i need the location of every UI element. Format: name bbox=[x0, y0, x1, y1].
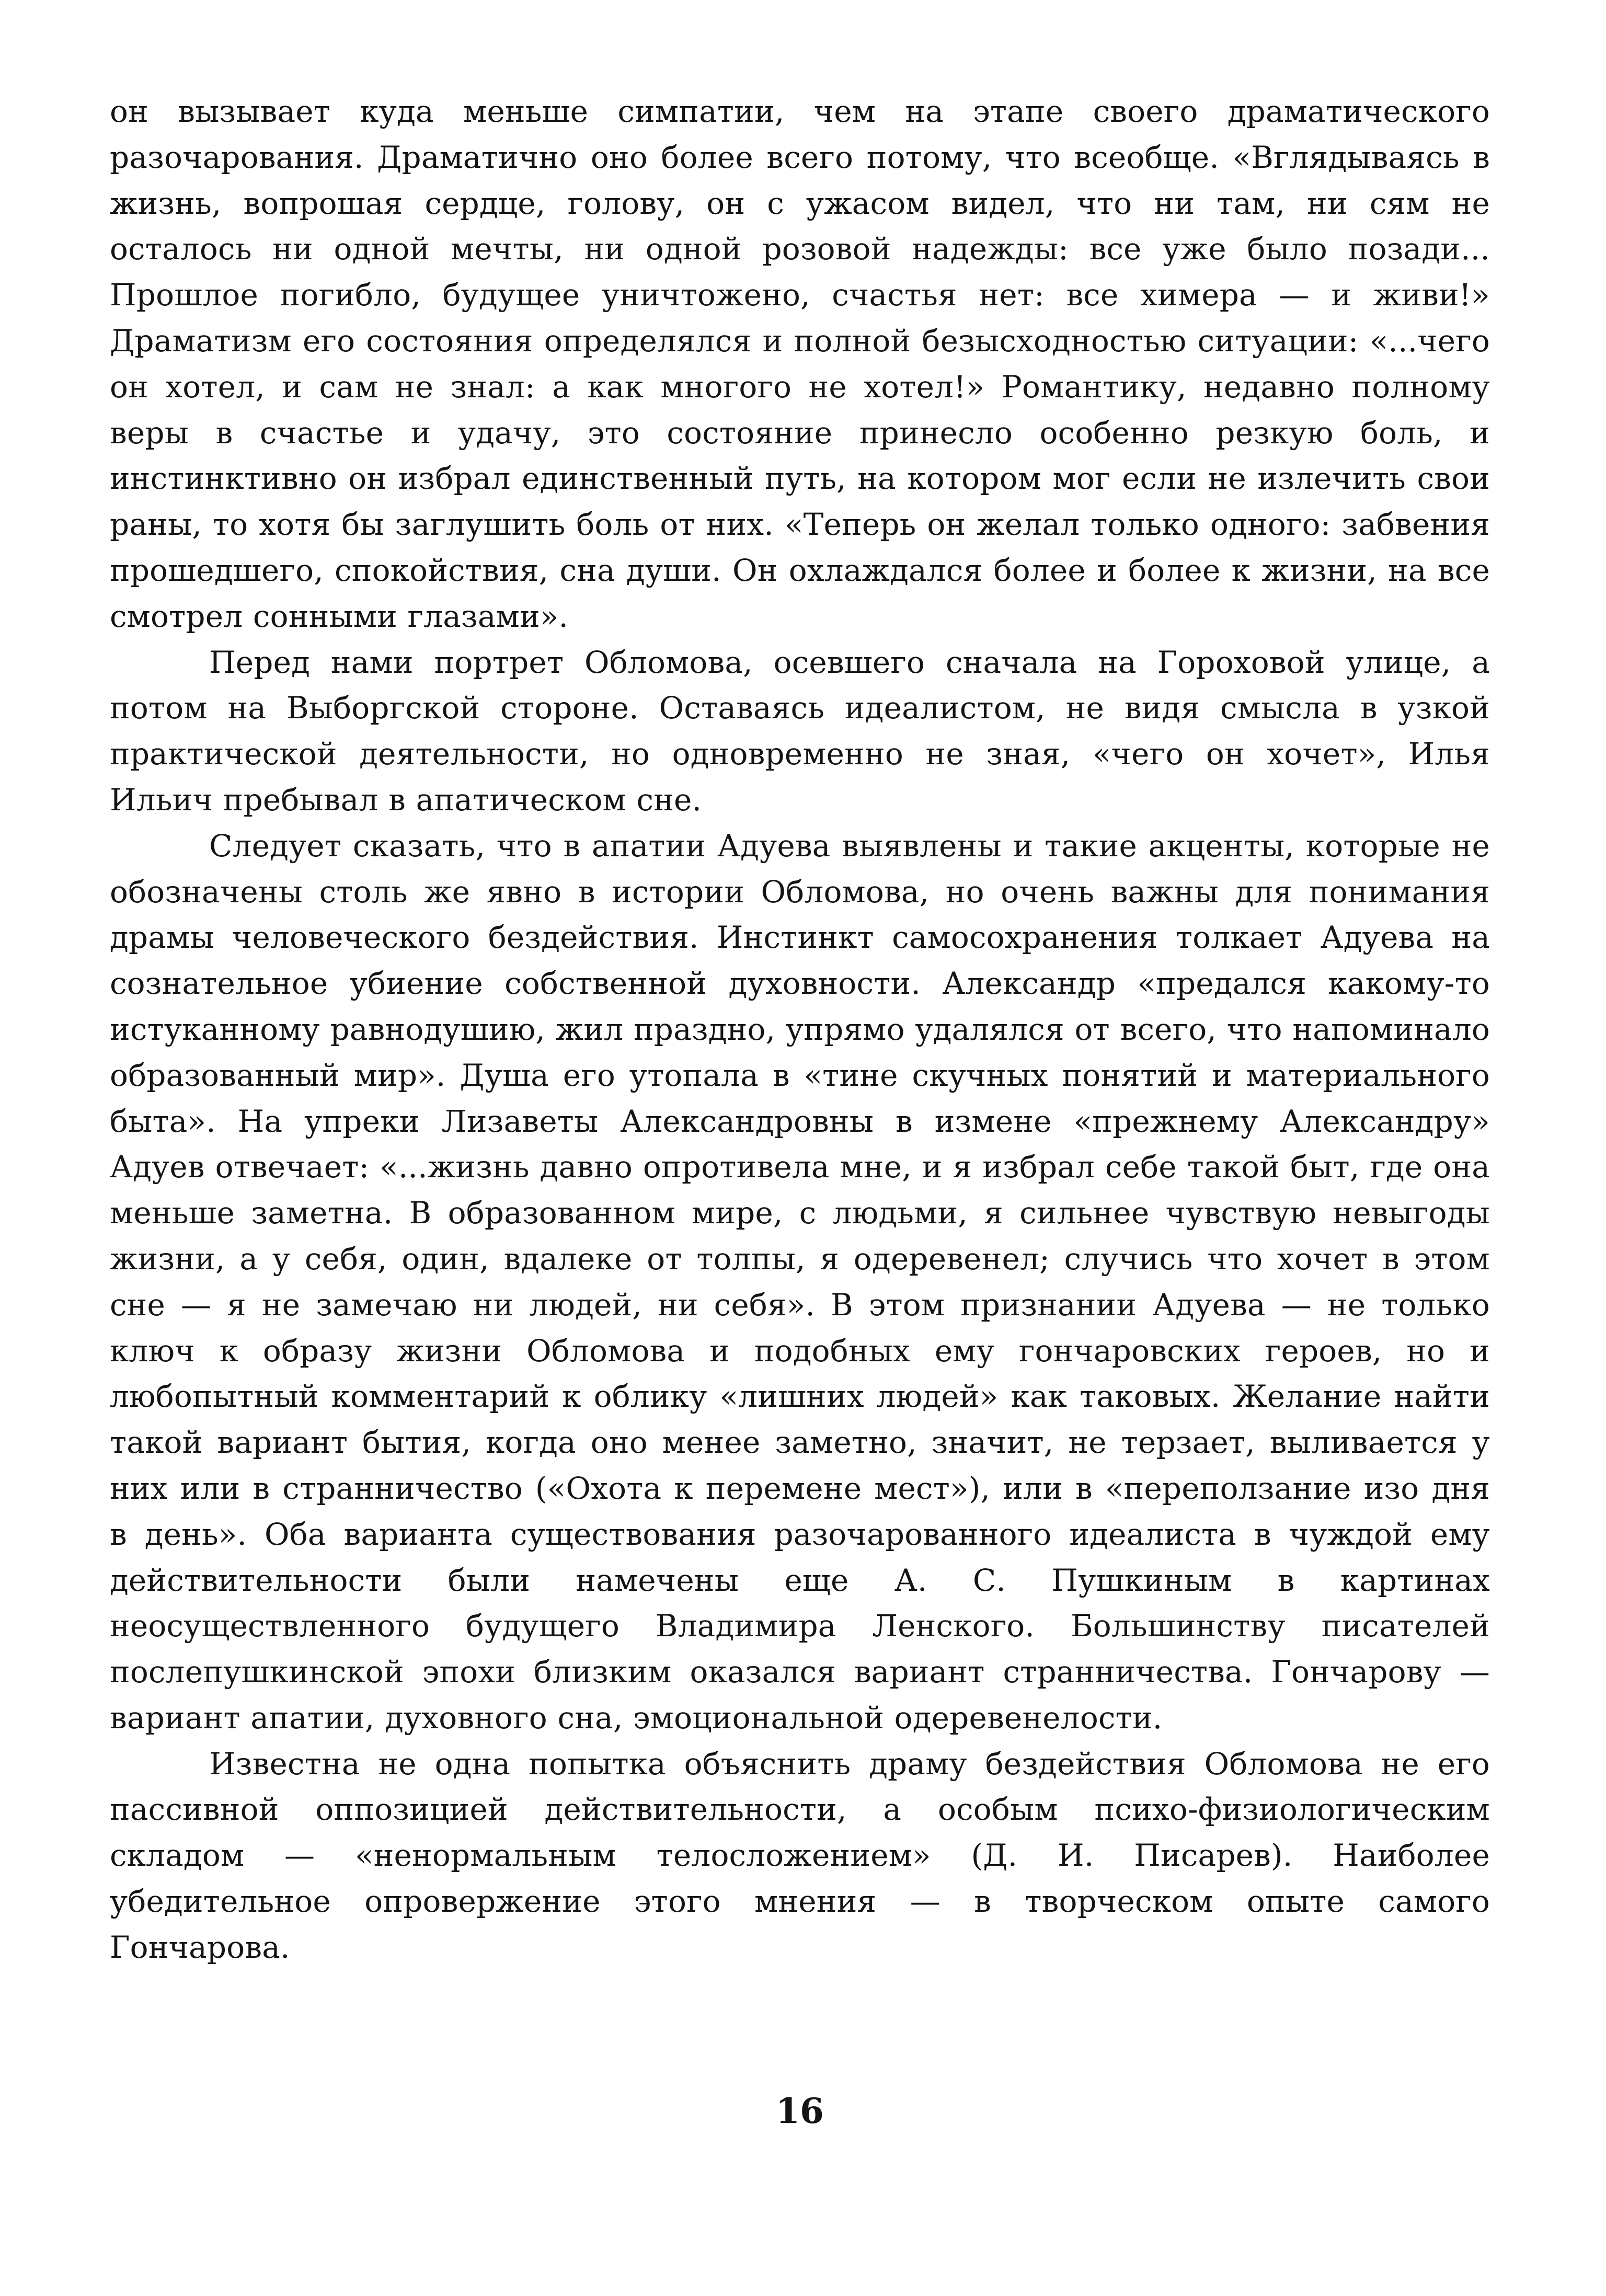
book-page bbox=[110, 89, 1490, 2232]
paragraph-4: Известна не одна попытка объяснить драму бездействия Обломова не его пассивной оппозицией действительности, а особым психо-физиологическим складом — «ненормальным телосложением» (Д. И. Писарев). Наиболее убедительное опровержение этого мнения — в творческом опыте самого Гончарова. bbox=[110, 1746, 1490, 1965]
paragraph-1: он вызывает куда меньше симпатии, чем на этапе своего драматического разочарования. Драматично оно более всего потому, что всеобще. «Вглядываясь в жизнь, вопрошая сердце, голову, он с ужасом видел, что ни там, ни сям не осталось ни одной мечты, ни одной розовой надежды: все уже было позади... Прошлое погибло, будущее уничтожено, счастья нет: все химера — и живи!» Драматизм его состояния определялся и полной безысходностью ситуации: «...чего он хотел, и сам не знал: а как многого не хотел!» Романтику, недавно полному веры в счастье и удачу, это состояние принесло особенно резкую боль, и инстинктивно он избрал единственный путь, на котором мог если не излечить свои раны, то хотя бы заглушить боль от них. «Теперь он желал только одного: забвения прошедшего, спокойствия, сна души. Он охлаждался более и более к жизни, на все смотрел сонными глазами». bbox=[110, 94, 1490, 634]
paragraph-2: Перед нами портрет Обломова, осевшего сначала на Гороховой улице, а потом на Выборгской стороне. Оставаясь идеалистом, не видя смысла в узкой практической деятельности, но одновременно не зная, «чего он хочет», Илья Ильич пребывал в апатическом сне. bbox=[110, 644, 1490, 818]
text-column bbox=[110, 89, 1490, 1971]
page-number: 16 bbox=[776, 2091, 824, 2131]
paragraph-3: Следует сказать, что в апатии Адуева выявлены и такие акценты, которые не обозначены столь же явно в истории Обломова, но очень важны для понимания драмы человеческого бездействия. Инстинкт самосохранения толкает Адуева на сознательное убиение собственной духовности. Александр «предался какому-то истуканному равнодушию, жил праздно, упрямо удалялся от всего, что напоминало образованный мир». Душа его утопала в «тине скучных понятий и материального быта». На упреки Лизаветы Александровны в измене «прежнему Александру» Адуев отвечает: «...жизнь давно опротивела мне, и я избрал себе такой быт, где она меньше заметна. В образованном мире, с людьми, я сильнее чувствую невыгоды жизни, а у себя, один, вдалеке от толпы, я одеревенел; случись что хочет в этом сне — я не замечаю ни людей, ни себя». В этом признании Адуева — не только ключ к образу жизни Обломова и подобных ему гончаровских героев, но и любопытный комментарий к облику «лишних людей» как таковых. Желание найти такой вариант бытия, когда оно менее заметно, значит, не терзает, выливается у них или в странничество («Охота к перемене мест»), или в «переползание изо дня в день». Оба варианта существования разочарованного идеалиста в чуждой ему действительности были намечены еще А. С. Пушкиным в картинах неосуществленного будущего Владимира Ленского. Большинству писателей послепушкинской эпохи близким оказался вариант странничества. Гончарову — вариант апатии, духовного сна, эмоциональной одеревенелости. bbox=[110, 828, 1490, 1736]
